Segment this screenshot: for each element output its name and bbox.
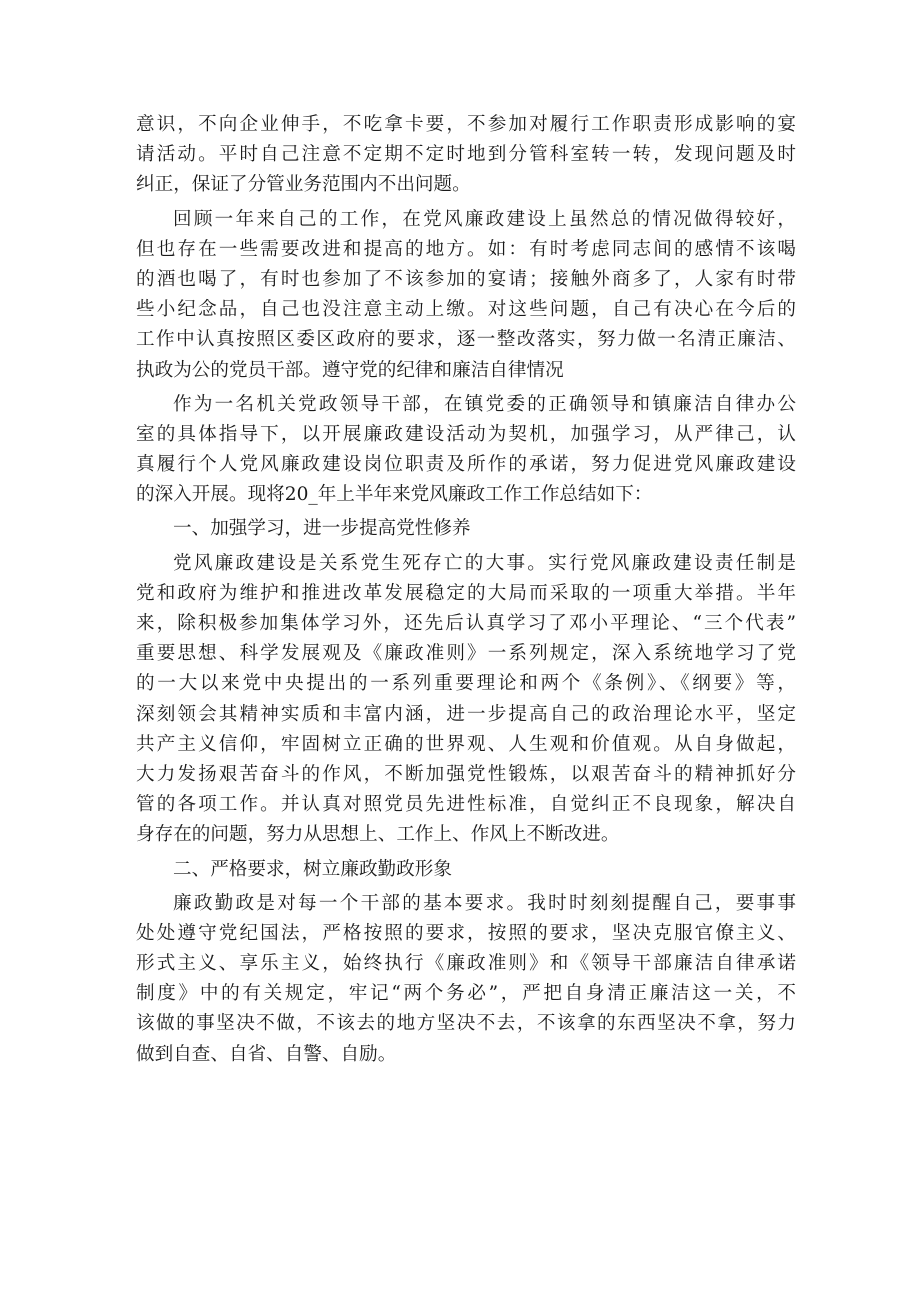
text-line: 纠正，保证了分管业务范围内不出问题。 (136, 174, 471, 196)
text-line: 做到自查、自省、自警、自励。 (136, 1043, 397, 1065)
paragraph (136, 855, 796, 885)
text-line: 工作中认真按照区委区政府的要求，逐一整改落实，努力做一名清正廉洁、 (136, 329, 796, 351)
paragraph (136, 390, 796, 511)
text-line: 执政为公的党员干部。遵守党的纪律和廉洁自律情况 (136, 359, 564, 381)
text-line: 作为一名机关党政领导干部，在镇党委的正确领导和镇廉洁自律办公 (173, 393, 796, 415)
text-line: 共产主义信仰，牢固树立正确的世界观、人生观和价值观。从自身做起， (136, 733, 796, 755)
text-line: 室的具体指导下，以开展廉政建设活动为契机，加强学习，从严律己，认 (136, 423, 796, 445)
text-line: 廉政勤政是对每一个干部的基本要求。我时时刻刻提醒自己，要事事 (173, 892, 796, 914)
text-line: 身存在的问题，努力从思想上、工作上、作风上不断改进。 (136, 824, 620, 846)
text-line: 些小纪念品，自己也没注意主动上缴。对这些问题，自己有决心在今后的 (136, 299, 796, 321)
text-line: 意识，不向企业伸手，不吃拿卡要，不参加对履行工作职责形成影响的宴 (136, 114, 796, 135)
document-body (136, 110, 796, 1070)
text-line: 形式主义、享乐主义，始终执行《廉政准则》和《领导干部廉洁自律承诺 (136, 953, 796, 975)
text-line: 真履行个人党风廉政建设岗位职责及所作的承诺，努力促进党风廉政建设 (136, 454, 796, 476)
text-line: 回顾一年来自己的工作，在党风廉政建设上虽然总的情况做得较好， (173, 208, 796, 230)
text-line: 制度》中的有关规定，牢记“两个务必”，严把自身清正廉洁这一关，不 (136, 983, 796, 1005)
text-line: 深刻领会其精神实质和丰富内涵，进一步提高自己的政治理论水平，坚定 (136, 703, 796, 725)
text-line: 的一大以来党中央提出的一系列重要理论和两个《条例》、《纲要》等， (136, 673, 796, 695)
text-line: 大力发扬艰苦奋斗的作风，不断加强党性锻炼，以艰苦奋斗的精神抓好分 (136, 763, 796, 785)
text-line: 但也存在一些需要改进和提高的地方。如：有时考虑同志间的感情不该喝 (136, 238, 796, 260)
text-line: 的深入开展。现将20_年上半年来党风廉政工作工作总结如下： (136, 484, 653, 506)
text-line: 党风廉政建设是关系党生死存亡的大事。实行党风廉政建设责任制是 (173, 552, 796, 574)
text-line: 管的各项工作。并认真对照党员先进性标准，自觉纠正不良现象，解决自 (136, 794, 796, 816)
text-line: 请活动。平时自己注意不定期不定时地到分管科室转一转，发现问题及时 (136, 144, 796, 166)
text-line: 一、加强学习，进一步提高党性修养 (173, 518, 471, 540)
paragraph (136, 110, 796, 201)
text-line: 党和政府为维护和推进改革发展稳定的大局而采取的一项重大举措。半年 (136, 582, 796, 604)
text-line: 二、严格要求，树立廉政勤政形象 (173, 858, 452, 880)
text-line: 该做的事坚决不做，不该去的地方坚决不去，不该拿的东西坚决不拿，努力 (136, 1013, 796, 1035)
paragraph (136, 514, 796, 544)
text-line: 重要思想、科学发展观及《廉政准则》一系列规定，深入系统地学习了党 (136, 643, 796, 665)
text-line: 的酒也喝了，有时也参加了不该参加的宴请；接触外商多了，人家有时带 (136, 268, 796, 290)
text-line: 处处遵守党纪国法，严格按照的要求，按照的要求，坚决克服官僚主义、 (136, 922, 796, 944)
paragraph (136, 205, 796, 386)
text-line: 来，除积极参加集体学习外，还先后认真学习了邓小平理论、“三个代表” (136, 613, 796, 634)
paragraph (136, 889, 796, 1070)
paragraph (136, 549, 796, 851)
